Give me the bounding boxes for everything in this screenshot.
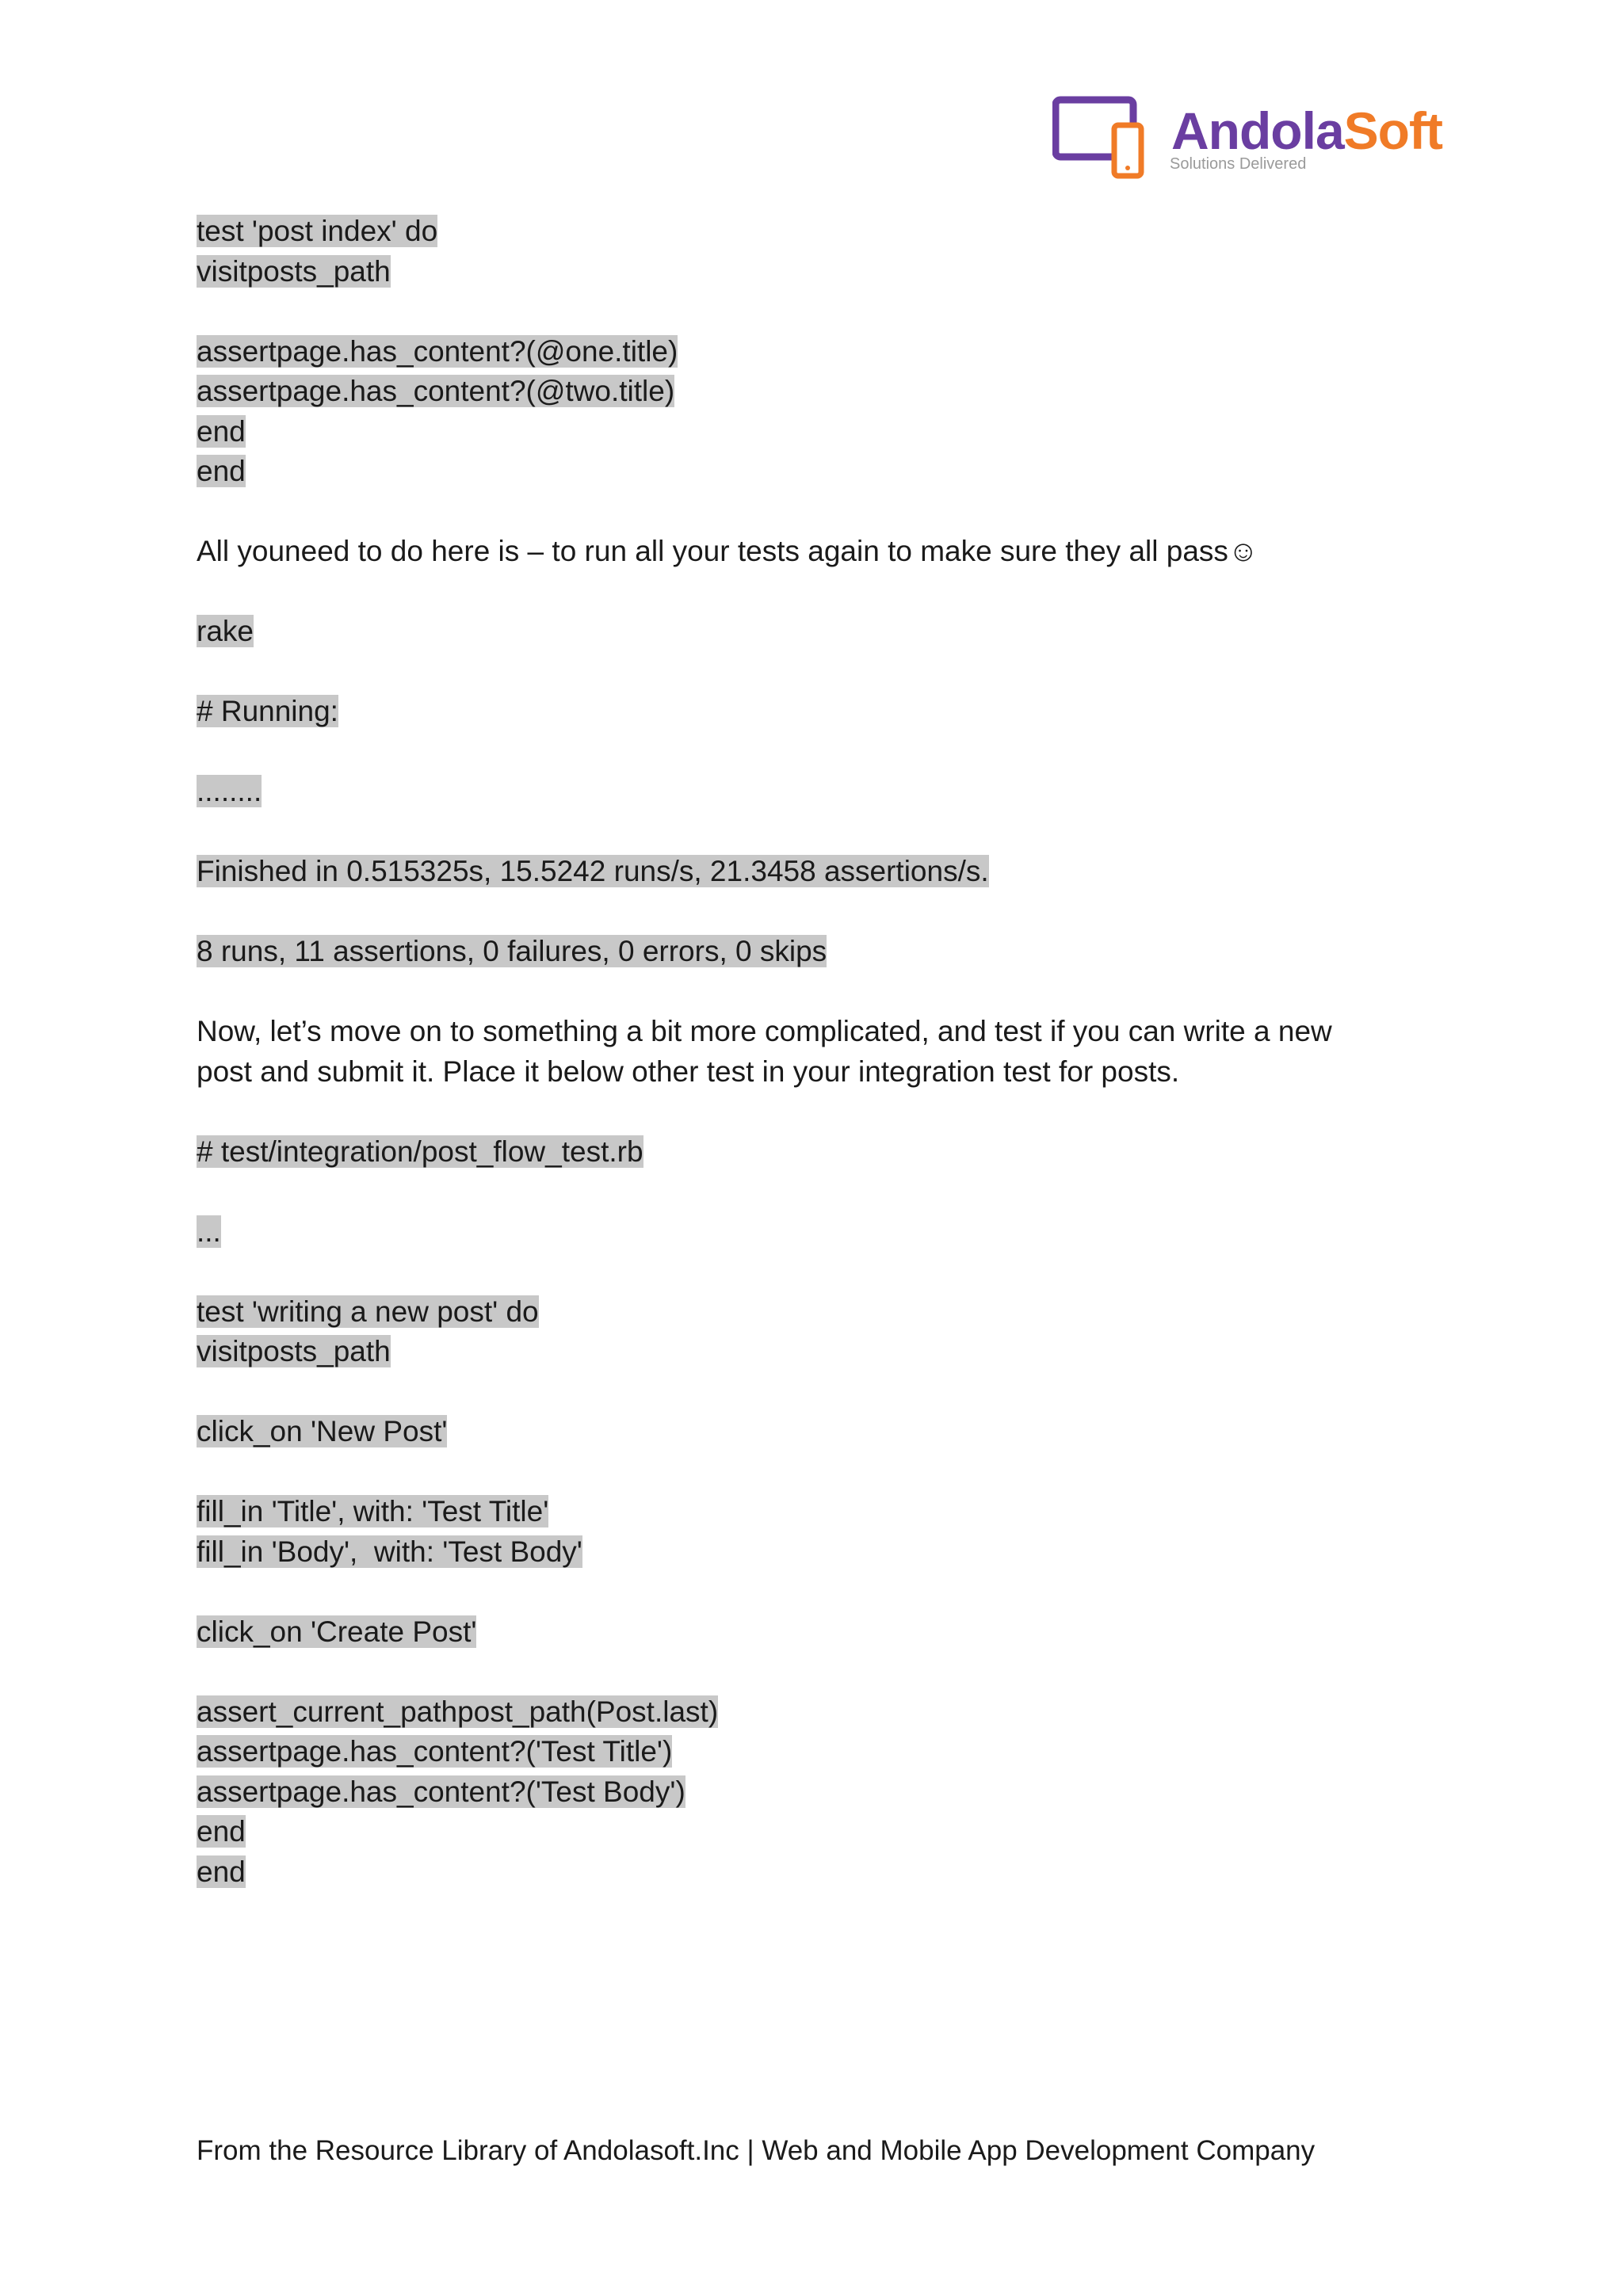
code-line: assertpage.has_content?('Test Title') — [197, 1735, 673, 1768]
code-block-assertions — [197, 332, 1433, 492]
code-line: ........ — [197, 775, 262, 807]
logo-tagline: Solutions Delivered — [1170, 155, 1307, 173]
output-running — [197, 692, 1433, 732]
output-summary — [197, 932, 1433, 972]
code-line: rake — [197, 615, 254, 647]
code-line: end — [197, 1855, 246, 1888]
code-line: assertpage.has_content?(@one.title) — [197, 334, 678, 368]
code-line: Finished in 0.515325s, 15.5242 runs/s, 21.3458 assertions/s. — [197, 855, 989, 887]
code-block-writing-post — [197, 1292, 1433, 1372]
code-line: test 'writing a new post' do — [197, 1295, 539, 1328]
command-rake — [197, 612, 1433, 652]
code-line: fill_in 'Body', with: 'Test Body' — [197, 1535, 582, 1568]
code-line: assertpage.has_content?('Test Body') — [197, 1775, 685, 1808]
output-dots — [197, 772, 1433, 812]
code-line: # Running: — [197, 695, 338, 727]
paragraph-text: post and submit it. Place it below other test in your integration test for posts. — [197, 1055, 1180, 1088]
code-line: ... — [197, 1215, 221, 1248]
code-line: click_on 'Create Post' — [197, 1615, 477, 1648]
code-block-final-assertions — [197, 1692, 1433, 1893]
code-line: end — [197, 455, 246, 487]
code-line: test 'post index' do — [197, 215, 438, 247]
code-line: end — [197, 414, 246, 448]
code-block-post-index — [197, 212, 1433, 292]
code-line: fill_in 'Title', with: 'Test Title' — [197, 1495, 549, 1527]
code-line: assert_current_pathpost_path(Post.last) — [197, 1695, 719, 1728]
code-line: click_on 'New Post' — [197, 1415, 448, 1447]
paragraph-text: Now, let’s move on to something a bit more complicated, and test if you can write a new — [197, 1015, 1332, 1047]
file-path-comment — [197, 1132, 1433, 1173]
code-line: # test/integration/post_flow_test.rb — [197, 1135, 643, 1168]
code-line: visitposts_path — [197, 254, 391, 288]
code-line: assertpage.has_content?(@two.title) — [197, 375, 675, 407]
code-ellipsis — [197, 1212, 1433, 1253]
code-block-fill-in — [197, 1492, 1433, 1572]
code-line: end — [197, 1815, 246, 1848]
device-logo-icon — [1052, 95, 1167, 182]
paragraph-run-tests — [197, 532, 1433, 572]
document-body — [197, 212, 1433, 1932]
andolasoft-logo — [1052, 95, 1442, 182]
code-block-click-new — [197, 1412, 1433, 1452]
paragraph-text: All youneed to do here is – to run all your tests again to make sure they all pass☺ — [197, 535, 1258, 567]
code-block-click-create — [197, 1612, 1433, 1653]
logo-wordmark: AndolaSoft — [1171, 101, 1442, 160]
output-finished — [197, 852, 1433, 892]
paragraph-new-post — [197, 1012, 1433, 1092]
page-footer: From the Resource Library of Andolasoft.Inc | Web and Mobile App Development Company — [197, 2135, 1316, 2166]
code-line: visitposts_path — [197, 1335, 391, 1367]
code-line: 8 runs, 11 assertions, 0 failures, 0 errors, 0 skips — [197, 935, 827, 967]
